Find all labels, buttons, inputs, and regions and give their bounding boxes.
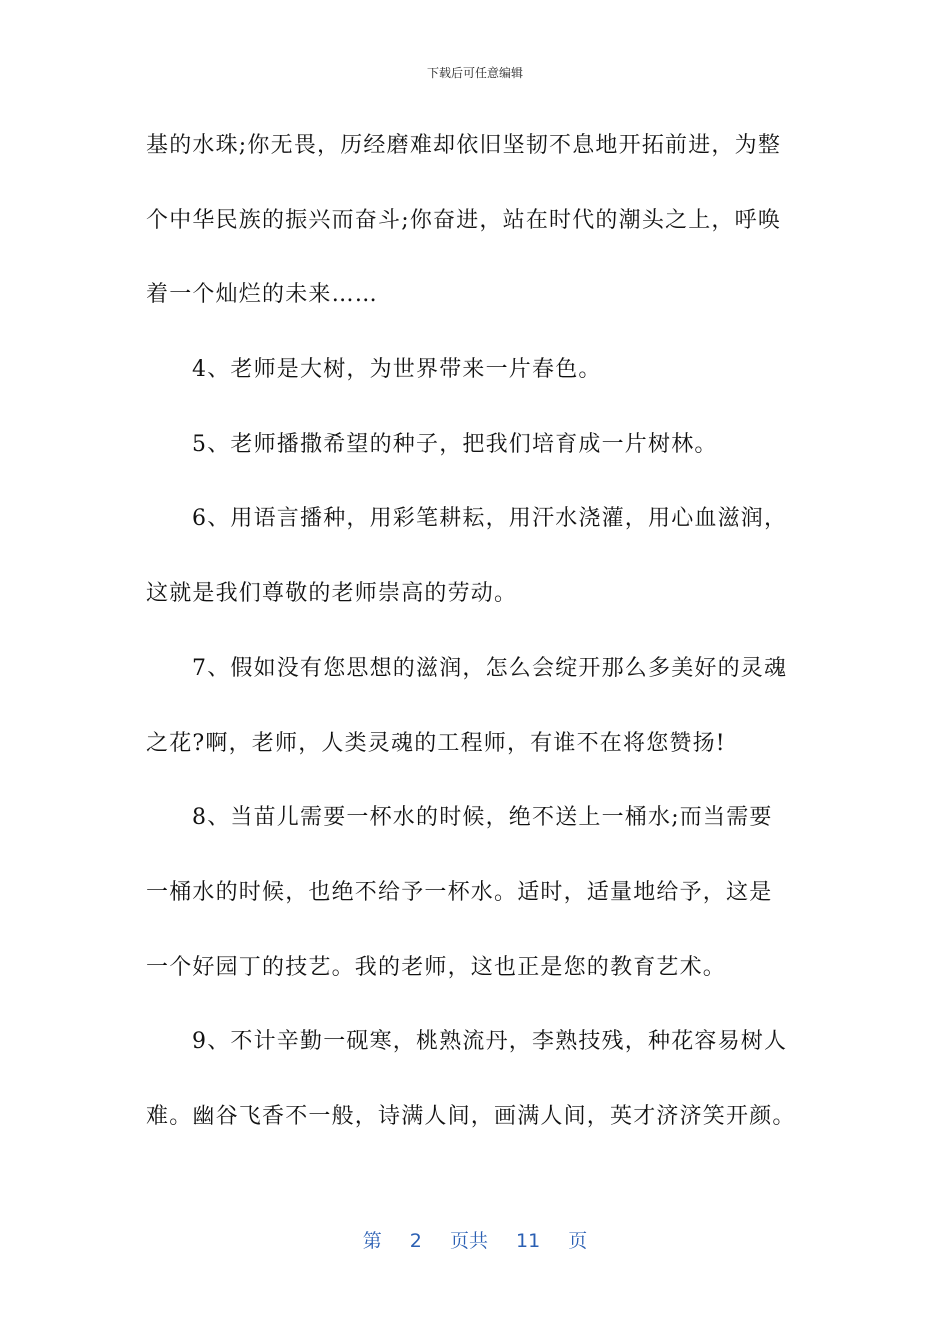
footer-label-di: 第 bbox=[362, 1230, 382, 1252]
body-line: 7、假如没有您思想的滋润，怎么会绽开那么多美好的灵魂 bbox=[192, 655, 788, 681]
footer-current-page: 2 bbox=[409, 1230, 422, 1252]
body-line: 基的水珠;你无畏，历经磨难却依旧坚韧不息地开拓前进，为整 bbox=[146, 133, 782, 158]
body-line: 9、不计辛勤一砚寒，桃熟流丹，李熟技残，种花容易树人 bbox=[192, 1029, 788, 1055]
body-line: 6、用语言播种，用彩笔耕耘，用汗水浇灌，用心血滋润， bbox=[192, 506, 788, 532]
body-line: 这就是我们尊敬的老师崇高的劳动。 bbox=[146, 581, 518, 607]
footer-label-ye: 页 bbox=[568, 1230, 588, 1252]
body-line: 之花?啊，老师，人类灵魂的工程师，有谁不在将您赞扬! bbox=[146, 730, 726, 756]
page-footer bbox=[0, 1226, 950, 1253]
body-line: 着一个灿烂的未来…… bbox=[146, 282, 379, 308]
body-line: 一桶水的时候，也绝不给予一杯水。适时，适量地给予，这是 bbox=[146, 879, 773, 905]
footer-label-ye-gong: 页共 bbox=[449, 1230, 488, 1252]
footer-total-pages: 11 bbox=[516, 1230, 541, 1252]
body-line: 5、老师播撒希望的种子，把我们培育成一片树林。 bbox=[192, 431, 718, 457]
page-header: 下载后可任意编辑 bbox=[426, 66, 523, 80]
body-line: 8、当苗儿需要一杯水的时候，绝不送上一桶水;而当需要 bbox=[192, 805, 773, 831]
document-body bbox=[146, 124, 826, 1170]
body-line: 难。幽谷飞香不一般，诗满人间，画满人间，英才济济笑开颜。 bbox=[146, 1103, 796, 1129]
body-line: 个中华民族的振兴而奋斗;你奋进，站在时代的潮头之上，呼唤 bbox=[146, 207, 782, 233]
body-line: 一个好园丁的技艺。我的老师，这也正是您的教育艺术。 bbox=[146, 954, 727, 980]
body-line: 4、老师是大树，为世界带来一片春色。 bbox=[192, 357, 602, 383]
